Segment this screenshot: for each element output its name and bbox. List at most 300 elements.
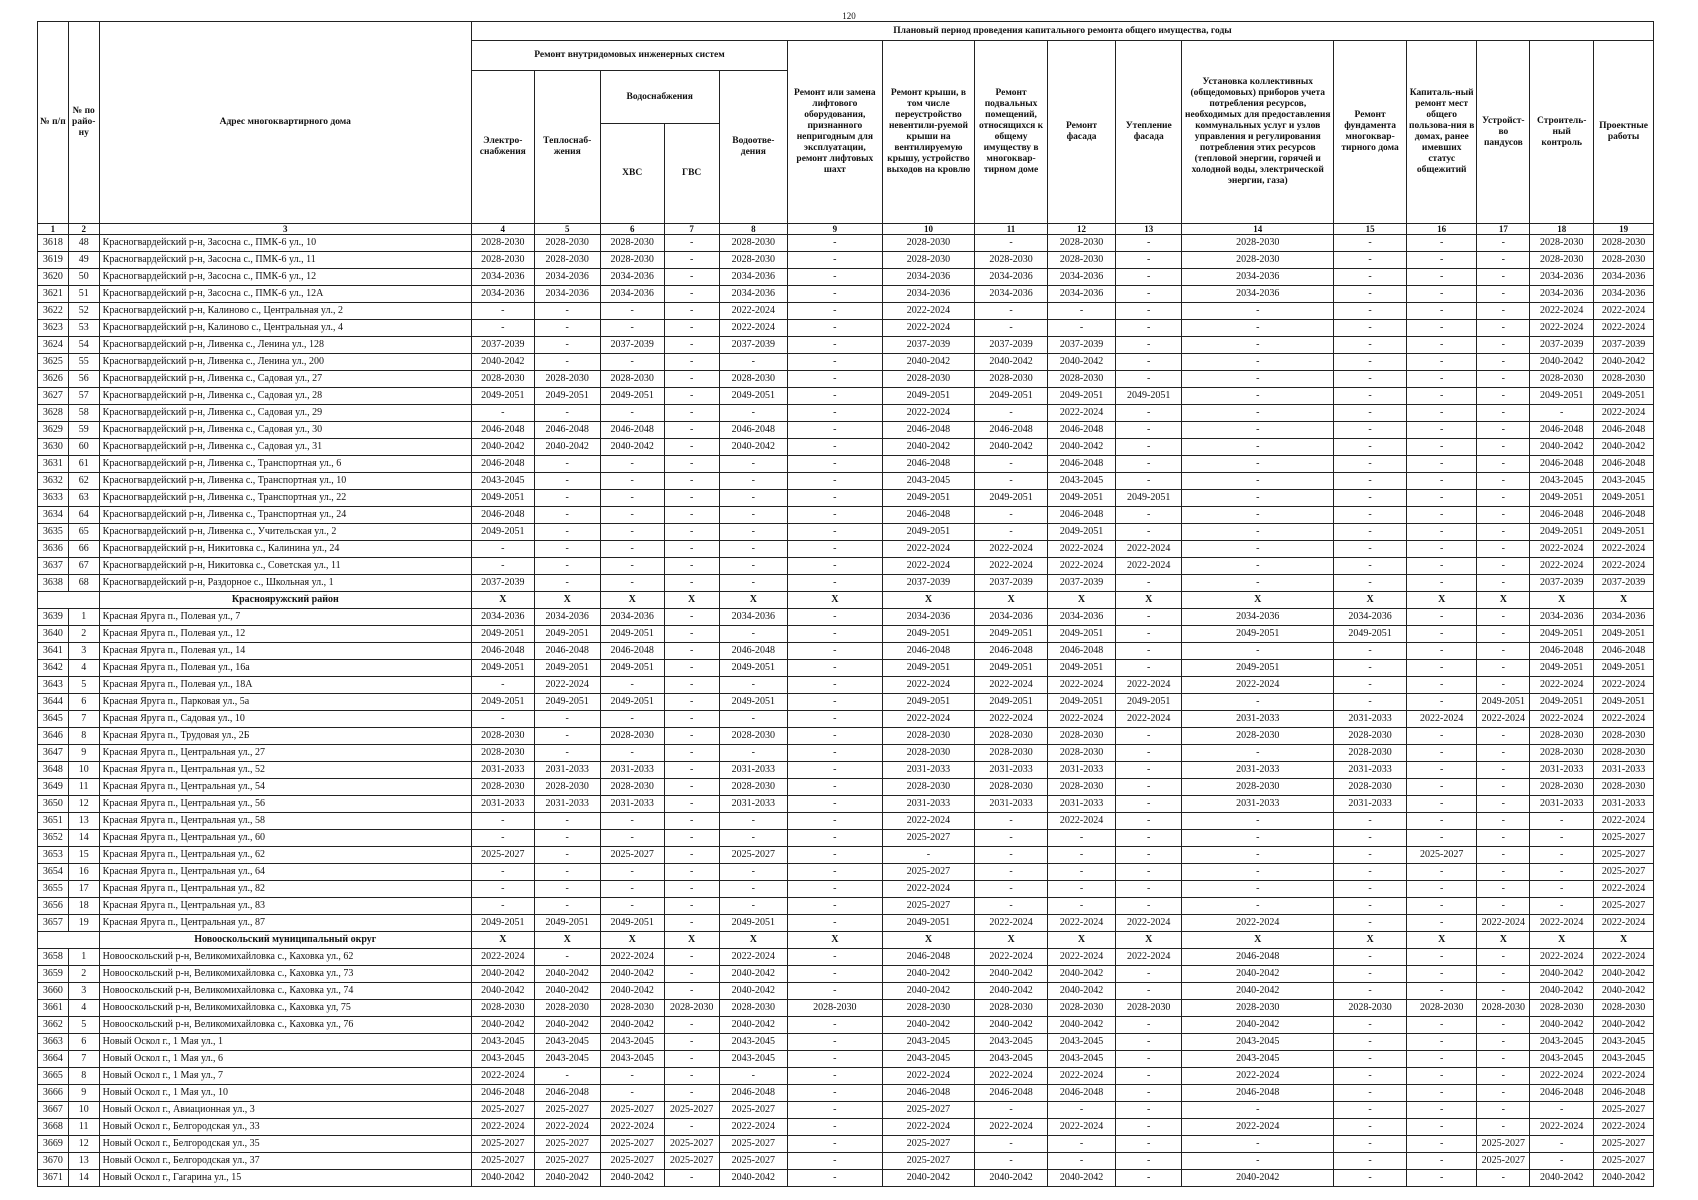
period-cell: - bbox=[1406, 949, 1476, 966]
period-cell: 2040-2042 bbox=[1047, 983, 1115, 1000]
period-cell: 2040-2042 bbox=[975, 354, 1048, 371]
period-cell: - bbox=[1334, 422, 1407, 439]
period-cell: - bbox=[1182, 303, 1334, 320]
period-cell: - bbox=[600, 830, 664, 847]
period-cell: - bbox=[534, 864, 600, 881]
table-row bbox=[38, 677, 1654, 694]
period-cell: 2028-2030 bbox=[471, 728, 534, 745]
period-cell: 2025-2027 bbox=[471, 1136, 534, 1153]
period-cell: - bbox=[719, 881, 787, 898]
period-cell: - bbox=[1477, 813, 1530, 830]
period-cell: 2046-2048 bbox=[882, 456, 975, 473]
period-cell: - bbox=[600, 881, 664, 898]
table-row bbox=[38, 1085, 1654, 1102]
address-cell: Новооскольский р-н, Великомихайловка с., Каховка ул., 74 bbox=[99, 983, 471, 1000]
period-cell: 2025-2027 bbox=[882, 1153, 975, 1170]
period-cell: 2049-2051 bbox=[471, 915, 534, 932]
period-cell: 2049-2051 bbox=[882, 490, 975, 507]
period-cell: - bbox=[1477, 626, 1530, 643]
period-cell: 2037-2039 bbox=[1594, 575, 1654, 592]
period-cell: 2025-2027 bbox=[1594, 847, 1654, 864]
period-cell: - bbox=[1182, 388, 1334, 405]
period-cell: - bbox=[1182, 354, 1334, 371]
row-number: 3634 bbox=[38, 507, 69, 524]
row-number: 3639 bbox=[38, 609, 69, 626]
period-cell: - bbox=[787, 490, 882, 507]
table-row bbox=[38, 286, 1654, 303]
period-cell: - bbox=[1334, 354, 1407, 371]
period-cell: 2037-2039 bbox=[1047, 575, 1115, 592]
period-cell: - bbox=[1334, 1051, 1407, 1068]
period-cell: - bbox=[1406, 388, 1476, 405]
period-cell: - bbox=[1334, 320, 1407, 337]
period-cell: - bbox=[787, 473, 882, 490]
period-cell: - bbox=[975, 524, 1048, 541]
period-cell: - bbox=[1406, 303, 1476, 320]
period-cell: - bbox=[1406, 813, 1476, 830]
period-cell: 2022-2024 bbox=[1594, 303, 1654, 320]
period-cell: 2043-2045 bbox=[534, 1034, 600, 1051]
period-cell: 2037-2039 bbox=[882, 575, 975, 592]
period-cell: 2028-2030 bbox=[975, 252, 1048, 269]
period-cell: - bbox=[975, 813, 1048, 830]
period-cell: 2028-2030 bbox=[534, 779, 600, 796]
period-cell: - bbox=[1406, 524, 1476, 541]
period-cell: 2025-2027 bbox=[882, 1136, 975, 1153]
period-cell: 2043-2045 bbox=[882, 1034, 975, 1051]
period-cell: 2022-2024 bbox=[1047, 915, 1115, 932]
period-cell: 2049-2051 bbox=[534, 915, 600, 932]
period-cell: - bbox=[600, 575, 664, 592]
period-cell: - bbox=[1406, 762, 1476, 779]
address-cell: Красногвардейский р-н, Никитовка с., Калинина ул., 24 bbox=[99, 541, 471, 558]
table-row bbox=[38, 1034, 1654, 1051]
period-cell: 2046-2048 bbox=[1530, 1085, 1594, 1102]
address-cell: Красногвардейский р-н, Засосна с., ПМК-6 ул., 12А bbox=[99, 286, 471, 303]
period-cell: - bbox=[787, 711, 882, 728]
period-cell: - bbox=[1116, 456, 1182, 473]
period-cell: - bbox=[664, 558, 719, 575]
table-row bbox=[38, 1000, 1654, 1017]
address-cell: Красная Яруга п., Центральная ул., 64 bbox=[99, 864, 471, 881]
period-cell: 2028-2030 bbox=[471, 1000, 534, 1017]
table-row bbox=[38, 320, 1654, 337]
period-cell: - bbox=[1530, 1102, 1594, 1119]
period-cell: - bbox=[1182, 864, 1334, 881]
period-cell: - bbox=[1406, 881, 1476, 898]
table-row bbox=[38, 711, 1654, 728]
period-cell: 2049-2051 bbox=[600, 915, 664, 932]
period-cell: 2049-2051 bbox=[1116, 490, 1182, 507]
period-cell: 2028-2030 bbox=[1594, 1000, 1654, 1017]
period-cell: - bbox=[787, 269, 882, 286]
district-row-number: 9 bbox=[68, 745, 99, 762]
period-cell: - bbox=[471, 711, 534, 728]
period-cell: - bbox=[1334, 1085, 1407, 1102]
column-number-row bbox=[38, 224, 1654, 235]
period-cell: 2034-2036 bbox=[975, 609, 1048, 626]
period-cell: - bbox=[1477, 966, 1530, 983]
period-cell: - bbox=[1477, 728, 1530, 745]
header-engineering-systems: Ремонт внутридомовых инженерных систем bbox=[471, 41, 787, 71]
period-cell: 2043-2045 bbox=[534, 1051, 600, 1068]
header-hot-water: ГВС bbox=[664, 124, 719, 224]
period-cell: - bbox=[1477, 949, 1530, 966]
period-cell: - bbox=[664, 609, 719, 626]
period-cell: 2037-2039 bbox=[882, 337, 975, 354]
period-cell: 2049-2051 bbox=[1182, 626, 1334, 643]
period-cell: 2028-2030 bbox=[882, 745, 975, 762]
header-facade-insulation: Утепление фасада bbox=[1116, 41, 1182, 224]
period-cell: - bbox=[664, 694, 719, 711]
period-cell: - bbox=[787, 1136, 882, 1153]
period-cell: 2022-2024 bbox=[1594, 320, 1654, 337]
header-row-number: № п/п bbox=[38, 22, 69, 224]
period-cell: 2022-2024 bbox=[882, 541, 975, 558]
column-number: 11 bbox=[975, 224, 1048, 235]
period-cell: 2022-2024 bbox=[600, 949, 664, 966]
period-cell: 2034-2036 bbox=[1334, 609, 1407, 626]
period-cell: 2031-2033 bbox=[471, 796, 534, 813]
period-cell: 2022-2024 bbox=[975, 915, 1048, 932]
period-cell: - bbox=[787, 609, 882, 626]
period-cell: - bbox=[1334, 864, 1407, 881]
period-cell: - bbox=[1477, 473, 1530, 490]
period-cell: - bbox=[1116, 762, 1182, 779]
period-cell: - bbox=[787, 864, 882, 881]
period-cell: - bbox=[664, 949, 719, 966]
period-cell: - bbox=[1406, 779, 1476, 796]
period-cell: 2046-2048 bbox=[1594, 643, 1654, 660]
period-cell: 2034-2036 bbox=[1530, 286, 1594, 303]
row-number: 3626 bbox=[38, 371, 69, 388]
period-cell: 2028-2030 bbox=[471, 745, 534, 762]
period-cell: - bbox=[787, 915, 882, 932]
district-row-number: 11 bbox=[68, 1119, 99, 1136]
period-cell: 2034-2036 bbox=[1182, 286, 1334, 303]
period-cell: - bbox=[1182, 320, 1334, 337]
period-cell: - bbox=[664, 796, 719, 813]
period-cell: - bbox=[1116, 609, 1182, 626]
period-cell: 2028-2030 bbox=[1594, 745, 1654, 762]
period-cell: - bbox=[664, 711, 719, 728]
period-cell: - bbox=[534, 473, 600, 490]
period-cell: - bbox=[1116, 1034, 1182, 1051]
period-cell: - bbox=[534, 745, 600, 762]
period-cell: - bbox=[787, 286, 882, 303]
row-number: 3619 bbox=[38, 252, 69, 269]
district-row-number: 1 bbox=[68, 949, 99, 966]
address-cell: Красная Яруга п., Центральная ул., 83 bbox=[99, 898, 471, 915]
table-row bbox=[38, 694, 1654, 711]
district-row-number: 3 bbox=[68, 643, 99, 660]
row-number: 3627 bbox=[38, 388, 69, 405]
period-cell: - bbox=[664, 898, 719, 915]
period-cell: 2040-2042 bbox=[719, 983, 787, 1000]
period-cell: - bbox=[787, 660, 882, 677]
period-cell: - bbox=[664, 745, 719, 762]
header-planning-period: Плановый период проведения капитального ремонта общего имущества, годы bbox=[471, 22, 1653, 41]
period-cell: - bbox=[1406, 677, 1476, 694]
period-cell: - bbox=[1116, 1051, 1182, 1068]
row-number: 3647 bbox=[38, 745, 69, 762]
period-cell: 2040-2042 bbox=[534, 983, 600, 1000]
period-cell: - bbox=[664, 405, 719, 422]
period-cell: 2034-2036 bbox=[975, 286, 1048, 303]
period-cell: - bbox=[1047, 1136, 1115, 1153]
period-cell: - bbox=[534, 456, 600, 473]
period-cell: 2046-2048 bbox=[471, 643, 534, 660]
period-cell: - bbox=[719, 745, 787, 762]
district-row-number: 6 bbox=[68, 1034, 99, 1051]
period-cell: - bbox=[1116, 320, 1182, 337]
period-cell: 2040-2042 bbox=[600, 1017, 664, 1034]
period-cell: 2022-2024 bbox=[1530, 949, 1594, 966]
period-cell: 2043-2045 bbox=[1047, 473, 1115, 490]
period-cell: 2028-2030 bbox=[1047, 745, 1115, 762]
period-cell: - bbox=[1334, 983, 1407, 1000]
period-cell: 2049-2051 bbox=[1530, 490, 1594, 507]
table-row bbox=[38, 728, 1654, 745]
period-cell: X bbox=[1530, 592, 1594, 609]
period-cell: 2046-2048 bbox=[882, 643, 975, 660]
row-number: 3652 bbox=[38, 830, 69, 847]
period-cell: - bbox=[1116, 252, 1182, 269]
period-cell: - bbox=[1477, 1017, 1530, 1034]
period-cell: - bbox=[664, 830, 719, 847]
period-cell: - bbox=[600, 1068, 664, 1085]
period-cell: - bbox=[1406, 405, 1476, 422]
period-cell: 2028-2030 bbox=[1594, 371, 1654, 388]
period-cell: - bbox=[1477, 1034, 1530, 1051]
period-cell: 2049-2051 bbox=[1047, 660, 1115, 677]
period-cell: - bbox=[1477, 337, 1530, 354]
period-cell: 2022-2024 bbox=[1530, 1068, 1594, 1085]
period-cell: - bbox=[600, 303, 664, 320]
period-cell: - bbox=[1477, 1085, 1530, 1102]
period-cell: 2049-2051 bbox=[882, 524, 975, 541]
period-cell: 2022-2024 bbox=[882, 320, 975, 337]
period-cell: 2034-2036 bbox=[719, 286, 787, 303]
period-cell: 2043-2045 bbox=[1530, 473, 1594, 490]
period-cell: 2022-2024 bbox=[1530, 541, 1594, 558]
period-cell: 2049-2051 bbox=[1530, 694, 1594, 711]
district-row-number: 68 bbox=[68, 575, 99, 592]
period-cell: - bbox=[664, 813, 719, 830]
period-cell: - bbox=[1116, 745, 1182, 762]
period-cell: 2040-2042 bbox=[1594, 966, 1654, 983]
column-number: 10 bbox=[882, 224, 975, 235]
period-cell: 2025-2027 bbox=[1477, 1136, 1530, 1153]
period-cell: 2034-2036 bbox=[719, 609, 787, 626]
period-cell: 2040-2042 bbox=[1594, 983, 1654, 1000]
period-cell: 2046-2048 bbox=[1530, 456, 1594, 473]
district-row-number: 7 bbox=[68, 711, 99, 728]
district-row-number: 13 bbox=[68, 813, 99, 830]
address-cell: Красногвардейский р-н, Ливенка с., Транспортная ул., 24 bbox=[99, 507, 471, 524]
period-cell: 2022-2024 bbox=[975, 949, 1048, 966]
period-cell: - bbox=[1116, 966, 1182, 983]
period-cell: - bbox=[1406, 252, 1476, 269]
district-row-number: 12 bbox=[68, 796, 99, 813]
period-cell: - bbox=[1406, 1136, 1476, 1153]
period-cell: 2028-2030 bbox=[1334, 1000, 1407, 1017]
period-cell: 2040-2042 bbox=[719, 966, 787, 983]
period-cell: 2028-2030 bbox=[719, 252, 787, 269]
period-cell: 2022-2024 bbox=[1530, 677, 1594, 694]
column-number: 15 bbox=[1334, 224, 1407, 235]
row-number: 3663 bbox=[38, 1034, 69, 1051]
period-cell: 2040-2042 bbox=[1530, 1170, 1594, 1187]
period-cell: - bbox=[1116, 660, 1182, 677]
district-row-number: 61 bbox=[68, 456, 99, 473]
table-row bbox=[38, 371, 1654, 388]
period-cell: - bbox=[975, 303, 1048, 320]
period-cell: 2049-2051 bbox=[471, 626, 534, 643]
period-cell: - bbox=[719, 1068, 787, 1085]
period-cell: - bbox=[1116, 983, 1182, 1000]
period-cell: - bbox=[600, 490, 664, 507]
period-cell: - bbox=[1182, 405, 1334, 422]
period-cell: 2025-2027 bbox=[1594, 1102, 1654, 1119]
period-cell: - bbox=[471, 864, 534, 881]
period-cell: 2046-2048 bbox=[719, 643, 787, 660]
period-cell: - bbox=[664, 881, 719, 898]
header-basement: Ремонт подвальных помещений, относящихся к общему имуществу в многоквар-тирном доме bbox=[975, 41, 1048, 224]
period-cell: 2049-2051 bbox=[1594, 490, 1654, 507]
header-address: Адрес многоквартирного дома bbox=[99, 22, 471, 224]
period-cell: 2046-2048 bbox=[1047, 507, 1115, 524]
address-cell: Красная Яруга п., Полевая ул., 7 bbox=[99, 609, 471, 626]
period-cell: 2049-2051 bbox=[975, 388, 1048, 405]
period-cell: - bbox=[1116, 235, 1182, 252]
period-cell: - bbox=[1477, 388, 1530, 405]
address-cell: Новый Оскол г., 1 Мая ул., 10 bbox=[99, 1085, 471, 1102]
period-cell: 2022-2024 bbox=[1530, 1119, 1594, 1136]
district-row-number: 64 bbox=[68, 507, 99, 524]
period-cell: - bbox=[1477, 898, 1530, 915]
period-cell: 2049-2051 bbox=[719, 388, 787, 405]
period-cell: - bbox=[1047, 881, 1115, 898]
period-cell: - bbox=[1334, 286, 1407, 303]
district-row-number: 65 bbox=[68, 524, 99, 541]
period-cell: 2040-2042 bbox=[1182, 1170, 1334, 1187]
period-cell: 2028-2030 bbox=[1334, 728, 1407, 745]
period-cell: - bbox=[787, 1119, 882, 1136]
period-cell: 2046-2048 bbox=[1594, 456, 1654, 473]
period-cell: 2046-2048 bbox=[471, 507, 534, 524]
period-cell: 2043-2045 bbox=[719, 1034, 787, 1051]
row-number: 3667 bbox=[38, 1102, 69, 1119]
period-cell: - bbox=[1334, 813, 1407, 830]
period-cell: 2040-2042 bbox=[882, 439, 975, 456]
period-cell: - bbox=[1182, 337, 1334, 354]
row-number: 3660 bbox=[38, 983, 69, 1000]
table-row bbox=[38, 439, 1654, 456]
period-cell: 2049-2051 bbox=[882, 626, 975, 643]
period-cell: - bbox=[600, 507, 664, 524]
period-cell: X bbox=[975, 592, 1048, 609]
period-cell: - bbox=[1477, 507, 1530, 524]
header-electricity: Электро-снабжения bbox=[471, 71, 534, 224]
period-cell: - bbox=[471, 898, 534, 915]
period-cell: 2022-2024 bbox=[975, 677, 1048, 694]
period-cell: - bbox=[1334, 915, 1407, 932]
row-number: 3670 bbox=[38, 1153, 69, 1170]
period-cell: 2049-2051 bbox=[534, 388, 600, 405]
row-number: 3622 bbox=[38, 303, 69, 320]
period-cell: - bbox=[664, 473, 719, 490]
row-number: 3636 bbox=[38, 541, 69, 558]
period-cell: - bbox=[1182, 490, 1334, 507]
row-number: 3664 bbox=[38, 1051, 69, 1068]
period-cell: 2025-2027 bbox=[471, 1153, 534, 1170]
period-cell: 2031-2033 bbox=[1182, 711, 1334, 728]
period-cell: - bbox=[1530, 1153, 1594, 1170]
period-cell: - bbox=[1530, 830, 1594, 847]
period-cell: - bbox=[600, 1085, 664, 1102]
period-cell: - bbox=[975, 235, 1048, 252]
period-cell: - bbox=[664, 1034, 719, 1051]
period-cell: - bbox=[787, 983, 882, 1000]
table-row bbox=[38, 541, 1654, 558]
table-row bbox=[38, 1153, 1654, 1170]
period-cell: 2028-2030 bbox=[882, 252, 975, 269]
period-cell: 2025-2027 bbox=[664, 1153, 719, 1170]
period-cell: 2022-2024 bbox=[1047, 711, 1115, 728]
period-cell: 2031-2033 bbox=[1047, 796, 1115, 813]
period-cell: 2028-2030 bbox=[1406, 1000, 1476, 1017]
period-cell: 2049-2051 bbox=[1530, 524, 1594, 541]
period-cell: - bbox=[664, 490, 719, 507]
column-number: 9 bbox=[787, 224, 882, 235]
period-cell: - bbox=[664, 371, 719, 388]
column-number: 2 bbox=[68, 224, 99, 235]
period-cell: 2028-2030 bbox=[600, 728, 664, 745]
period-cell: 2022-2024 bbox=[1047, 1068, 1115, 1085]
period-cell: - bbox=[787, 694, 882, 711]
period-cell: 2049-2051 bbox=[600, 694, 664, 711]
period-cell: 2025-2027 bbox=[1594, 830, 1654, 847]
period-cell: - bbox=[600, 456, 664, 473]
period-cell: - bbox=[1182, 439, 1334, 456]
period-cell: 2022-2024 bbox=[1047, 949, 1115, 966]
table-row bbox=[38, 762, 1654, 779]
row-number: 3658 bbox=[38, 949, 69, 966]
period-cell: 2046-2048 bbox=[1530, 422, 1594, 439]
period-cell: 2040-2042 bbox=[600, 983, 664, 1000]
period-cell: - bbox=[664, 728, 719, 745]
row-number: 3649 bbox=[38, 779, 69, 796]
period-cell: 2022-2024 bbox=[882, 711, 975, 728]
period-cell: - bbox=[664, 235, 719, 252]
column-number: 6 bbox=[600, 224, 664, 235]
period-cell: - bbox=[1047, 898, 1115, 915]
period-cell: - bbox=[787, 541, 882, 558]
period-cell: - bbox=[1477, 269, 1530, 286]
period-cell: - bbox=[787, 320, 882, 337]
period-cell: - bbox=[534, 575, 600, 592]
period-cell: - bbox=[1334, 949, 1407, 966]
period-cell: - bbox=[1334, 643, 1407, 660]
period-cell: - bbox=[1182, 422, 1334, 439]
period-cell: - bbox=[1047, 1153, 1115, 1170]
period-cell: 2049-2051 bbox=[1047, 524, 1115, 541]
district-row-number: 4 bbox=[68, 1000, 99, 1017]
period-cell: 2040-2042 bbox=[719, 1170, 787, 1187]
table-row bbox=[38, 337, 1654, 354]
address-cell: Красногвардейский р-н, Ливенка с., Учительская ул., 2 bbox=[99, 524, 471, 541]
